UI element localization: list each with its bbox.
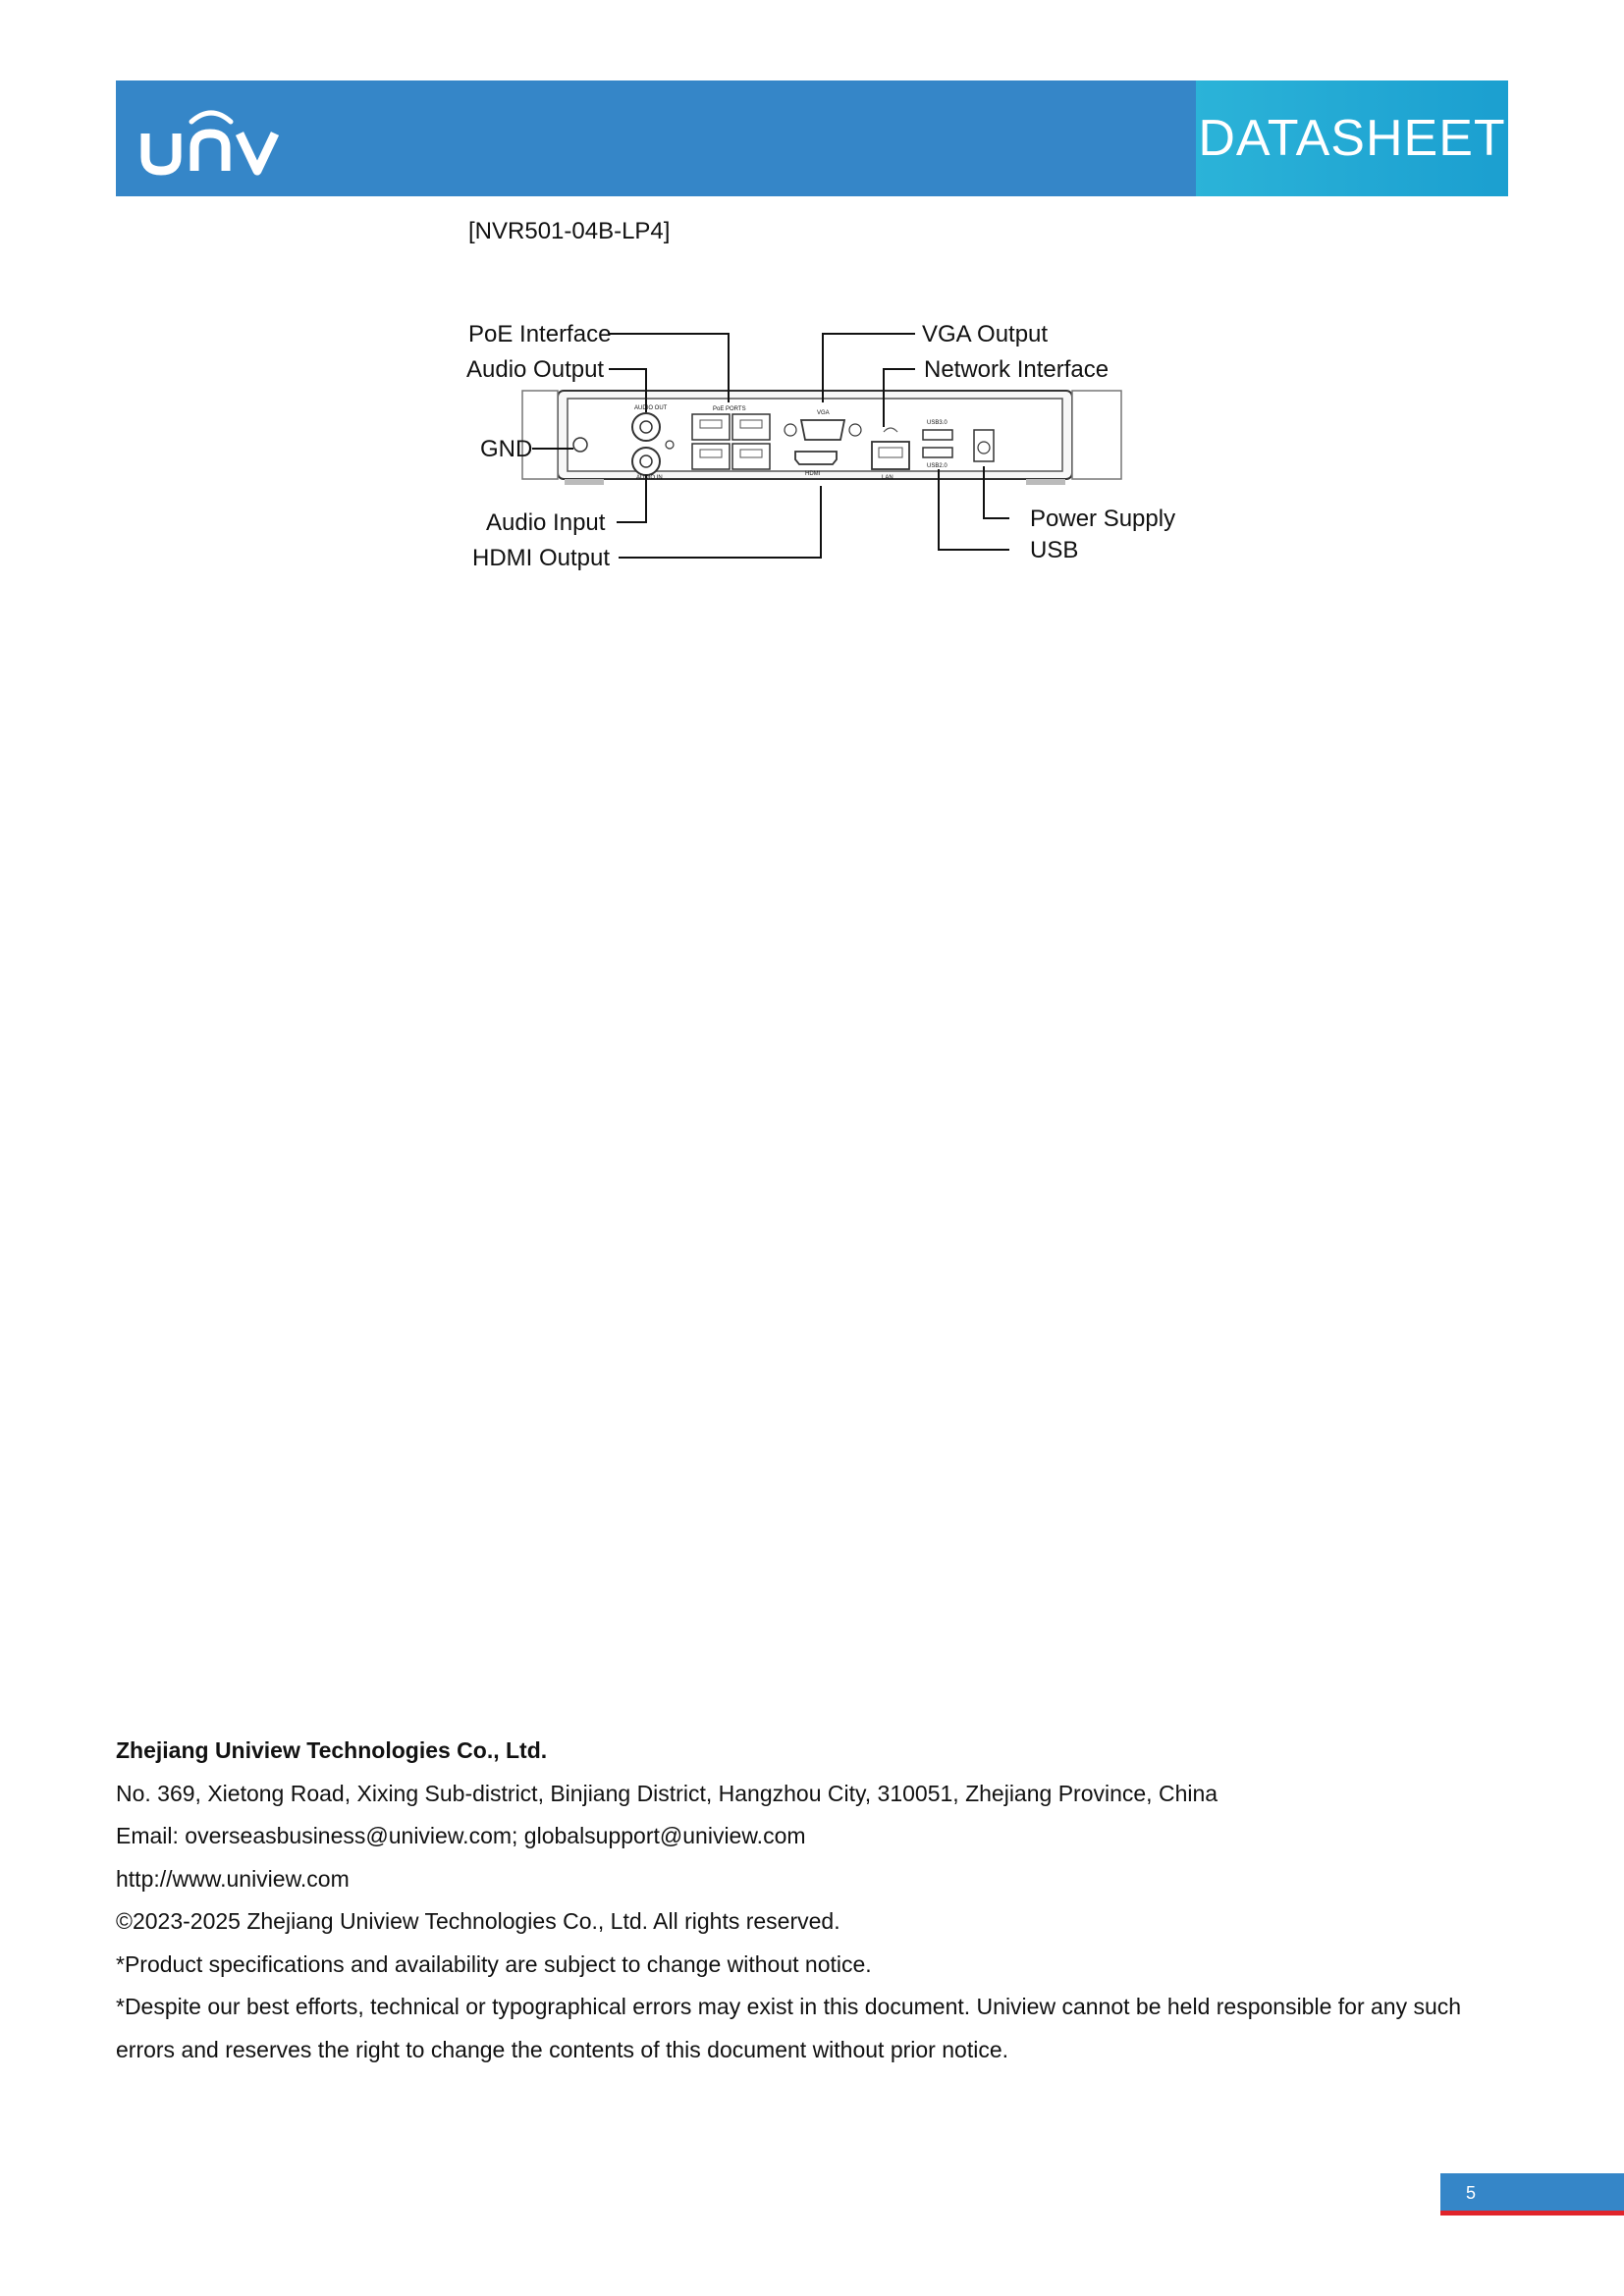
panel-hdmi-text: HDMI — [805, 471, 821, 477]
company-website[interactable]: http://www.uniview.com — [116, 1865, 350, 1892]
gnd-screw-icon — [573, 438, 587, 452]
hdmi-port — [795, 452, 837, 464]
label-vga-output: VGA Output — [922, 321, 1049, 347]
panel-vga-text: VGA — [817, 410, 830, 416]
label-poe-interface: PoE Interface — [468, 321, 612, 347]
page-number-text: 5 — [1466, 2182, 1477, 2203]
panel-poe-text: PoE PORTS — [713, 406, 746, 412]
datasheet-label: DATASHEET — [1198, 110, 1506, 167]
label-audio-output: Audio Output — [466, 356, 605, 383]
panel-lan-text: LAN — [882, 475, 893, 481]
page-number-underline — [1440, 2211, 1624, 2216]
nvr-rear-panel — [522, 391, 1121, 485]
usb3-port — [923, 430, 952, 440]
lan-port — [872, 442, 909, 469]
notice-disclaimer: *Despite our best efforts, technical or typographical errors may exist in this document. Uniview cannot be held responsible for any such errors and reserves the right to change the contents of this document without prior notice. — [116, 1994, 1462, 2062]
label-power-supply: Power Supply — [1030, 506, 1176, 532]
company-address: No. 369, Xietong Road, Xixing Sub-district, Binjiang District, Hangzhou City, 310051, Zhejiang Province, China — [116, 1780, 1218, 1806]
company-email: Email: overseasbusiness@uniview.com; globalsupport@uniview.com — [116, 1823, 806, 1848]
label-audio-input: Audio Input — [486, 509, 606, 536]
datasheet-badge — [1196, 80, 1508, 196]
usb2-port — [923, 448, 952, 457]
company-footer — [116, 1730, 1510, 2071]
panel-audio-out-text: AUDIO OUT — [634, 405, 668, 411]
label-usb: USB — [1030, 537, 1079, 563]
header-bar — [116, 80, 1508, 196]
company-name: Zhejiang Uniview Technologies Co., Ltd. — [116, 1737, 548, 1763]
rear-panel-diagram — [452, 304, 1198, 589]
label-hdmi-output: HDMI Output — [472, 545, 611, 571]
uniview-logo — [137, 100, 285, 179]
label-gnd: GND — [480, 436, 533, 462]
vga-port — [801, 420, 844, 440]
panel-usb3-text: USB3.0 — [927, 420, 947, 426]
notice-specifications: *Product specifications and availability are subject to change without notice. — [116, 1950, 872, 1977]
panel-usb2-text: USB2.0 — [927, 463, 947, 469]
label-network-interface: Network Interface — [924, 356, 1110, 383]
model-name: [NVR501-04B-LP4] — [468, 218, 671, 244]
panel-audio-in-text: AUDIO IN — [636, 475, 663, 481]
logo-text: unv — [137, 100, 139, 101]
copyright-text: ©2023-2025 Zhejiang Uniview Technologies Co., Ltd. All rights reserved. — [116, 1908, 840, 1934]
page-number — [1440, 2173, 1624, 2213]
